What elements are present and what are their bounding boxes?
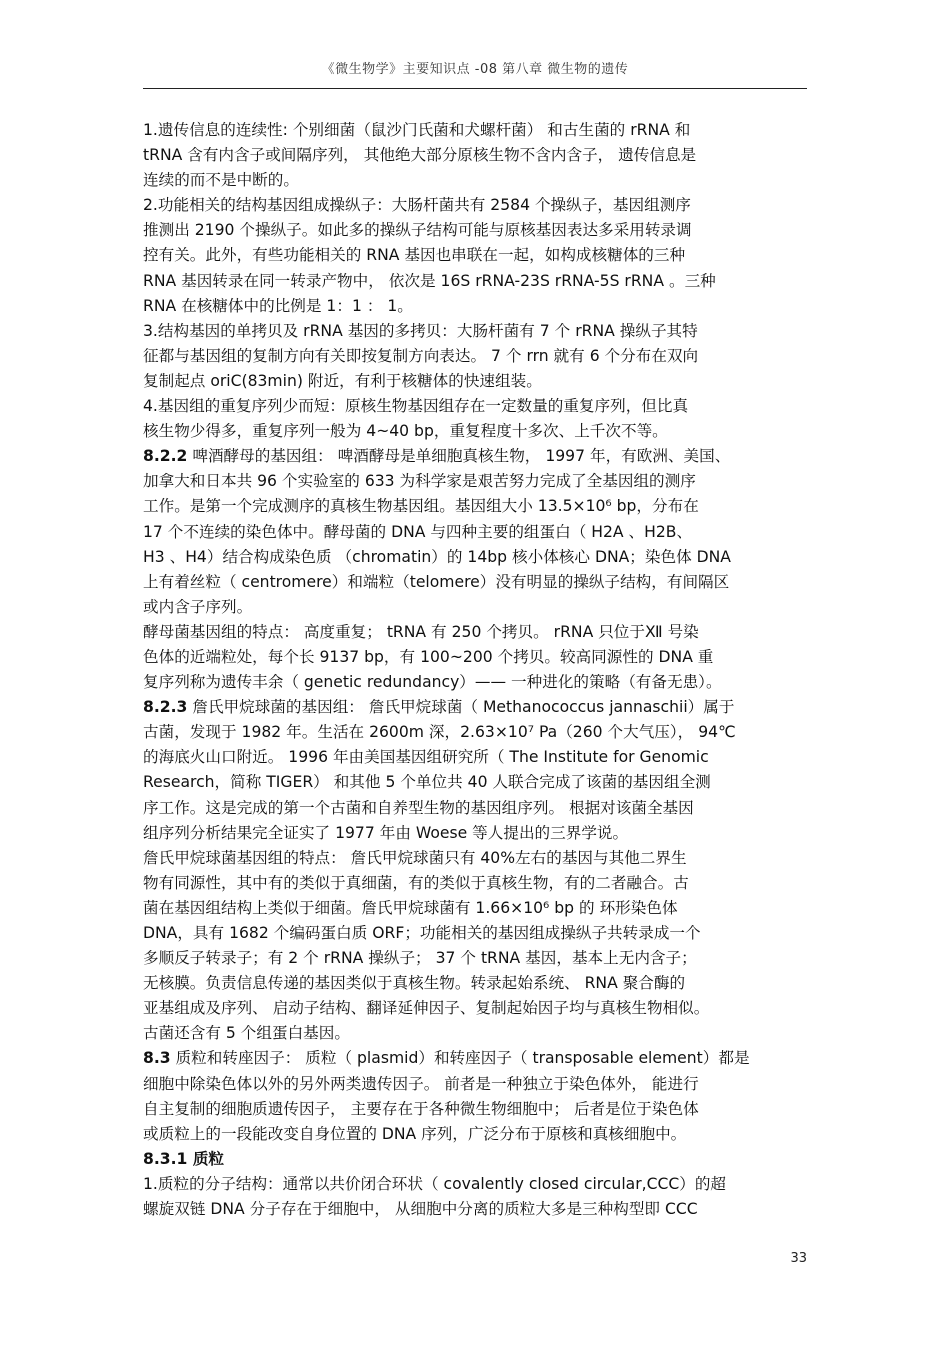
text-line: 加拿大和日本共 96 个实验室的 633 为科学家是艰苦努力完成了全基因组的测序 [143,472,696,491]
text-line: 或内含子序列。 [143,597,253,616]
text-line: 1.质粒的分子结构：通常以共价闭合环状（ covalently closed circular,CCC）的超 [143,1174,727,1193]
section-number: 8.2.2 [143,447,188,466]
text-line: 核生物少得多，重复序列一般为 4~40 bp，重复程度十多次、上千次不等。 [143,422,668,441]
header-rule [143,88,807,89]
text-line: 控有关。此外，有些功能相关的 RNA 基因也串联在一起，如构成核糖体的三种 [143,246,686,265]
text-line: 上有着丝粒（ centromere）和端粒（telomere）没有明显的操纵子结构，有间隔区 [143,572,730,591]
text-line: 色体的近端粒处，每个长 9137 bp，有 100~200 个拷贝。较高同源性的 DNA 重 [143,647,714,666]
text-line: 连续的而不是中断的。 [143,171,299,190]
section-heading-line: 8.2.3 詹氏甲烷球菌的基因组： 詹氏甲烷球菌（ Methanococcus jannaschii）属于 [143,698,735,717]
text-line: 推测出 2190 个操纵子。如此多的操纵子结构可能与原核基因表达多采用转录调 [143,221,692,240]
section-heading: 8.3.1 质粒 [143,1149,225,1168]
text-line: 自主复制的细胞质遗传因子， 主要存在于各种微生物细胞中； 后者是位于染色体 [143,1099,699,1118]
section-heading-line: 8.2.2 啤酒酵母的基因组： 啤酒酵母是单细胞真核生物， 1997 年，有欧洲、美国、 [143,447,731,466]
text-line: 古菌还含有 5 个组蛋白基因。 [143,1024,350,1043]
text-line: H3 、H4）结合构成染色质 （chromatin）的 14bp 核小体核心 DNA；染色体 DNA [143,547,731,566]
text-line: 工作。是第一个完成测序的真核生物基因组。基因组大小 13.5×10⁶ bp，分布在 [143,497,699,516]
text-line: 3.结构基因的单拷贝及 rRNA 基因的多拷贝：大肠杆菌有 7 个 rRNA 操纵子其特 [143,321,698,340]
text-line: tRNA 含有内含子或间隔序列， 其他绝大部分原核生物不含内含子， 遗传信息是 [143,146,697,165]
running-header: 《微生物学》主要知识点 -08 第八章 微生物的遗传 [321,62,629,77]
body-text [143,118,813,1222]
section-number: 8.3 [143,1049,171,1068]
text-line: 的海底火山口附近。 1996 年由美国基因组研究所（ The Institute for Genomic [143,748,709,767]
text-line: 古菌，发现于 1982 年。生活在 2600m 深，2.63×10⁷ Pa（260 个大气压）， 94℃ [143,723,736,742]
text-line: Research，简称 TIGER） 和其他 5 个单位共 40 人联合完成了该菌的基因组全测 [143,773,711,792]
text-line: 亚基组成及序列、 启动子结构、翻译延伸因子、复制起始因子均与真核生物相似。 [143,999,710,1018]
text-line: 17 个不连续的染色体中。酵母菌的 DNA 与四种主要的组蛋白（ H2A 、H2B、 [143,522,693,541]
text-line: 多顺反子转录子；有 2 个 rRNA 操纵子； 37 个 tRNA 基因，基本上无内含子； [143,949,697,968]
text-line: 复制起点 oriC(83min) 附近，有利于核糖体的快速组装。 [143,371,542,390]
text-line: 菌在基因组结构上类似于细菌。詹氏甲烷球菌有 1.66×10⁶ bp 的 环形染色体 [143,898,678,917]
text-line: RNA 基因转录在同一转录产物中， 依次是 16S rRNA-23S rRNA-5S rRNA 。三种 [143,271,716,290]
section-number: 8.2.3 [143,698,188,717]
page-number: 33 [790,1251,807,1266]
text-line: 4.基因组的重复序列少而短：原核生物基因组存在一定数量的重复序列，但比真 [143,397,689,416]
text-line: 1.遗传信息的连续性: 个别细菌（鼠沙门氏菌和犬螺杆菌） 和古生菌的 rRNA 和 [143,121,691,139]
text-line: DNA，具有 1682 个编码蛋白质 ORF；功能相关的基因组成操纵子共转录成一个 [143,924,701,942]
text-line: 无核膜。负责信息传递的基因类似于真核生物。转录起始系统、 RNA 聚合酶的 [143,974,686,993]
text-line: RNA 在核糖体中的比例是 1：1 ： 1。 [143,296,413,315]
text-line: 螺旋双链 DNA 分子存在于细胞中， 从细胞中分离的质粒大多是三种构型即 CCC [143,1200,698,1219]
text-line: 或质粒上的一段能改变自身位置的 DNA 序列，广泛分布于原核和真核细胞中。 [143,1124,687,1143]
text-line: 细胞中除染色体以外的另外两类遗传因子。 前者是一种独立于染色体外， 能进行 [143,1074,699,1093]
text-line: 序工作。这是完成的第一个古菌和自养型生物的基因组序列。 根据对该菌全基因 [143,798,694,817]
text-line: 酵母菌基因组的特点： 高度重复； tRNA 有 250 个拷贝。 rRNA 只位于Ⅻ 号染 [143,622,699,641]
text-line: 物有同源性，其中有的类似于真细菌，有的类似于真核生物，有的二者融合。古 [143,873,689,892]
text-line: 詹氏甲烷球菌基因组的特点： 詹氏甲烷球菌只有 40%左右的基因与其他二界生 [143,848,687,867]
section-heading-line: 8.3 质粒和转座因子： 质粒（ plasmid）和转座因子（ transposable element）都是 [143,1049,750,1068]
text-line: 2.功能相关的结构基因组成操纵子：大肠杆菌共有 2584 个操纵子，基因组测序 [143,196,691,215]
text-line: 组序列分析结果完全证实了 1977 年由 Woese 等人提出的三界学说。 [143,823,629,842]
text-line: 征都与基因组的复制方向有关即按复制方向表达。 7 个 rrn 就有 6 个分布在双向 [143,346,699,365]
text-line: 复序列称为遗传丰余（ genetic redundancy）—— 一种进化的策略（有备无患）。 [143,673,722,692]
